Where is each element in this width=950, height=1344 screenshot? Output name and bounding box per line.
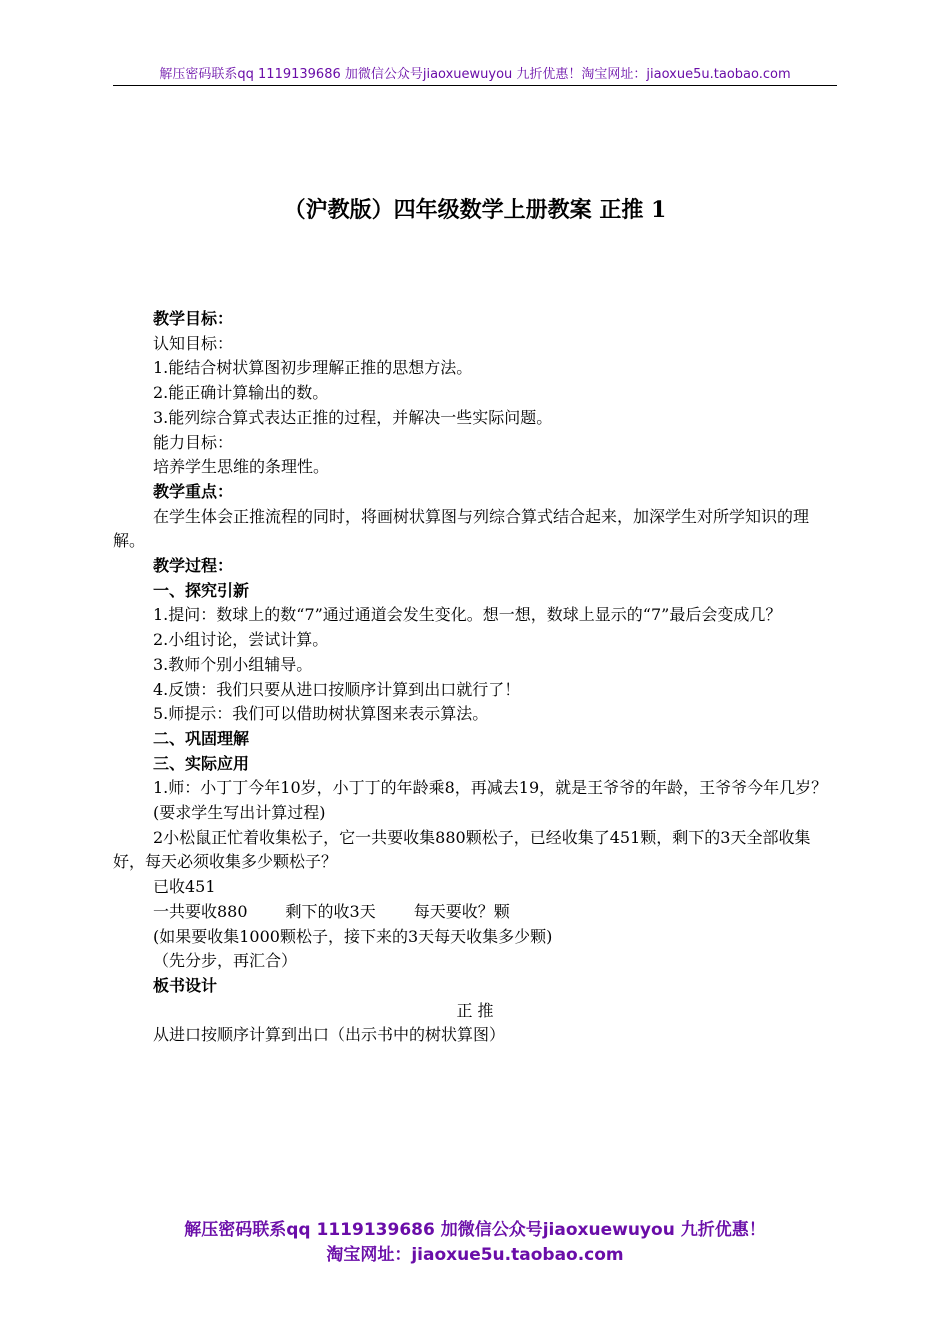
objective-item: 2.能正确计算输出的数。 — [153, 383, 329, 403]
key-points-paragraph: 在学生体会正推流程的同时，将画树状算图与列综合算式结合起来，加深学生对所学知识的理解。 — [113, 506, 810, 551]
section-heading-key-points: 教学重点： — [153, 481, 234, 501]
board-text: 从进口按顺序计算到出口（出示书中的树状算图） — [153, 1025, 506, 1045]
subheading-consolidate: 二、巩固理解 — [153, 728, 250, 748]
application-note: (要求学生写出计算过程) — [153, 803, 326, 823]
footer-line-2: 淘宝网址：jiaoxue5u.taobao.com — [326, 1245, 624, 1265]
footer-line-1: 解压密码联系qq 1119139686 加微信公众号jiaoxuewuyou 九折优惠！ — [184, 1220, 766, 1240]
ability-objective-label: 能力目标： — [153, 432, 234, 452]
application-problem: 1.师：小丁丁今年10岁，小丁丁的年龄乘8，再减去19，就是王爷爷的年龄，王爷爷今年几岁？ — [153, 778, 828, 798]
diagram-text-collected: 已收451 — [153, 877, 216, 897]
ability-objective-text: 培养学生思维的条理性。 — [153, 457, 330, 477]
application-note: （先分步，再汇合） — [153, 951, 298, 971]
section-heading-process: 教学过程： — [153, 556, 234, 576]
objective-item: 1.能结合树状算图初步理解正推的思想方法。 — [153, 358, 473, 378]
document-body — [113, 307, 837, 1048]
watermark-header: 解压密码联系qq 1119139686 加微信公众号jiaoxuewuyou 九折优惠！淘宝网址：jiaoxue5u.taobao.com — [159, 67, 791, 82]
process-item: 1.提问：数球上的数“7”通过通道会发生变化。想一想，数球上显示的“7”最后会变成几？ — [153, 605, 782, 625]
diagram-text-total: 一共要收880 — [153, 901, 248, 921]
board-title: 正 推 — [456, 1000, 494, 1020]
section-heading-board-design: 板书设计 — [153, 975, 218, 995]
page-title: （沪教版）四年级数学上册教案 正推 1 — [283, 197, 667, 223]
watermark-footer — [0, 1218, 950, 1268]
diagram-text-remaining: 剩下的收3天 — [285, 901, 376, 921]
subheading-application: 三、实际应用 — [153, 753, 250, 773]
cognitive-objective-label: 认知目标： — [153, 333, 234, 353]
objective-item: 3.能列综合算式表达正推的过程，并解决一些实际问题。 — [153, 407, 553, 427]
process-item: 2.小组讨论，尝试计算。 — [153, 630, 329, 650]
application-problem: 2小松鼠正忙着收集松子，它一共要收集880颗松子，已经收集了451颗，剩下的3天全部收集好，每天必须收集多少颗松子？ — [113, 827, 811, 872]
process-item: 5.师提示：我们可以借助树状算图来表示算法。 — [153, 704, 489, 724]
process-item: 4.反馈：我们只要从进口按顺序计算到出口就行了！ — [153, 679, 521, 699]
subheading-explore: 一、探究引新 — [153, 580, 250, 600]
diagram-text-daily: 每天要收？颗 — [413, 901, 510, 921]
section-heading-objectives: 教学目标： — [153, 309, 234, 328]
process-item: 3.教师个别小组辅导。 — [153, 654, 313, 674]
application-note: (如果要收集1000颗松子，接下来的3天每天收集多少颗) — [153, 926, 553, 946]
diagram-text-row — [113, 900, 837, 925]
header-divider — [113, 85, 837, 86]
